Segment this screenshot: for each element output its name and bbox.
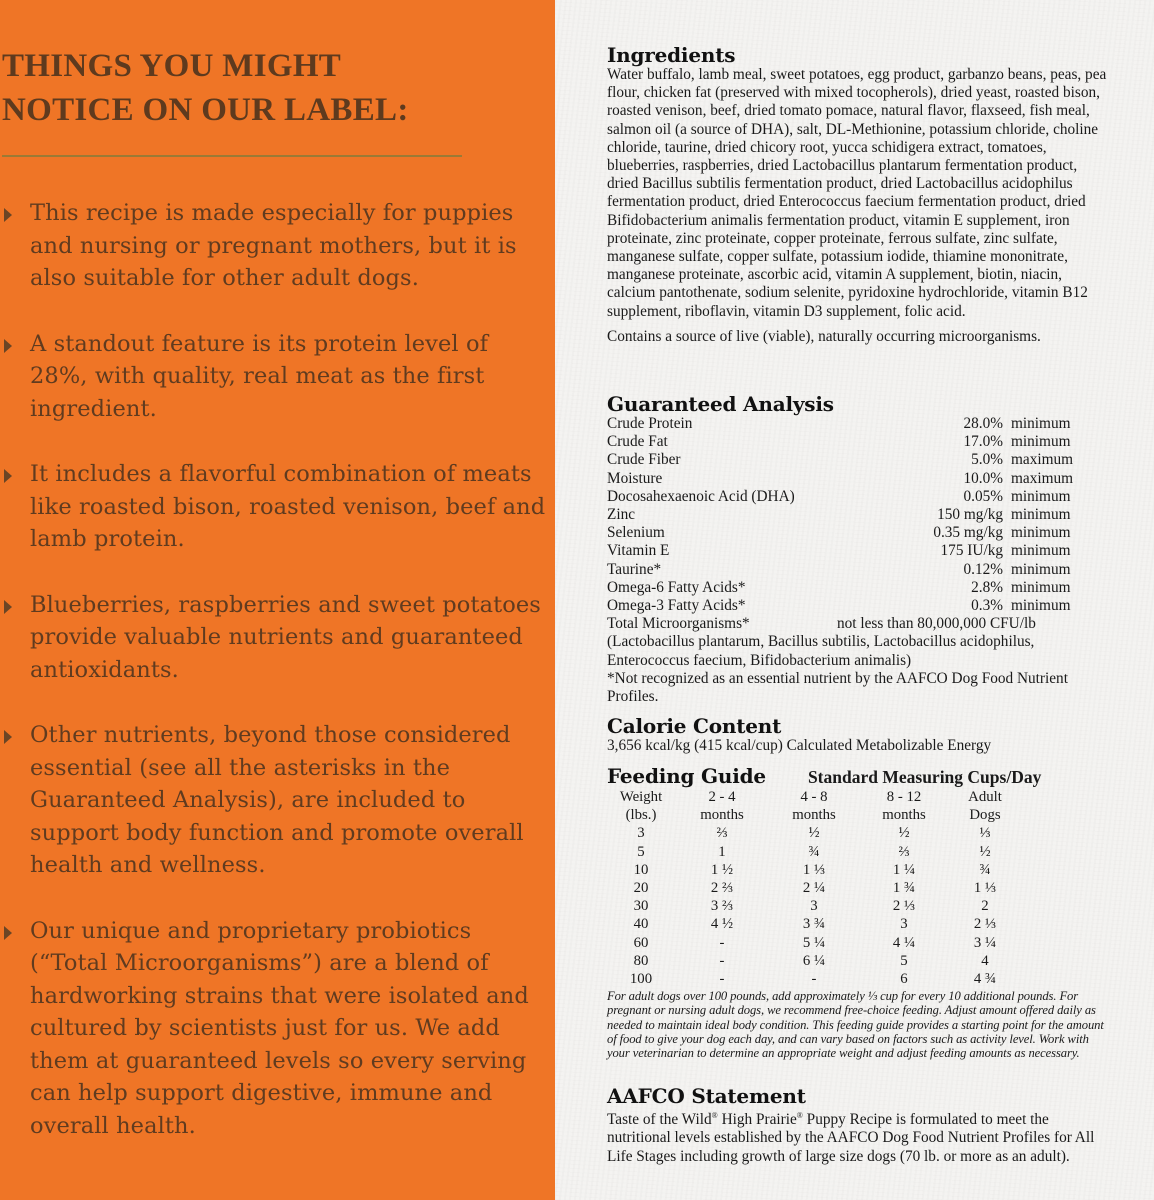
feeding-column-header: 2 - 4	[708, 789, 736, 805]
feeding-cups: 2 ⅓	[892, 898, 916, 915]
analysis-row	[607, 488, 1117, 506]
feeding-weight: 30	[633, 898, 649, 915]
feeding-column-header: (lbs.)	[625, 807, 657, 824]
feeding-row	[607, 879, 1021, 897]
feeding-cups: 4 ½	[710, 916, 734, 933]
label-highlights-panel	[0, 0, 555, 1200]
analysis-value: not less than 80,000,000 CFU/lb	[837, 615, 1036, 633]
feeding-cups: ⅓	[979, 825, 991, 842]
feeding-cups: 3 ⅔	[710, 898, 734, 915]
analysis-name: Docosahexaenoic Acid (DHA)	[607, 487, 795, 505]
analysis-value: 10.0%	[963, 469, 1003, 487]
feeding-row	[607, 934, 1021, 952]
analysis-name: Crude Fat	[607, 433, 668, 451]
feeding-cups: 6 ¼	[802, 952, 826, 969]
feeding-cups: 4 ¾	[973, 971, 997, 988]
heading-line-2: NOTICE ON OUR LABEL:	[2, 92, 409, 128]
feeding-column-header: Weight	[619, 789, 663, 805]
feeding-cups: ½	[898, 825, 910, 842]
analysis-value: 28.0%	[963, 415, 1003, 432]
feeding-cups: ¾	[979, 861, 991, 878]
analysis-qualifier: maximum	[1011, 469, 1074, 487]
ingredients-section	[607, 44, 1117, 346]
feeding-row	[607, 861, 1021, 879]
analysis-value: 0.3%	[971, 597, 1003, 615]
analysis-row-microorganisms	[607, 615, 1117, 633]
feeding-table	[607, 788, 1021, 988]
highlight-text: A standout feature is its protein level of 28%, with quality, real meat as the first ingredient.	[30, 330, 489, 422]
analysis-value: 150 mg/kg	[937, 506, 1003, 524]
aafco-statement-text: Puppy Recipe is formulated to meet the nutritional levels established by the AAFCO Dog Food Nutrient Profiles for All Life Stages including growth of large size dogs (70 lb. or more as an adult).	[607, 1111, 1095, 1165]
feeding-row	[607, 824, 1021, 842]
feeding-column-header: months	[882, 807, 926, 824]
analysis-qualifier: minimum	[1011, 506, 1071, 524]
highlight-item	[0, 328, 550, 426]
panel-heading	[2, 44, 409, 132]
feeding-cups: 2 ¼	[802, 880, 826, 897]
highlight-text: This recipe is made especially for puppies and nursing or pregnant mothers, but it is also suitable for other adult dogs.	[30, 200, 517, 291]
analysis-qualifier: minimum	[1011, 560, 1071, 578]
feeding-cups: 2	[981, 898, 989, 915]
feeding-cups: -	[719, 971, 725, 988]
feeding-column-header: Dogs	[969, 807, 1001, 824]
feeding-cups: 1 ¼	[892, 861, 916, 878]
analysis-row	[607, 451, 1117, 469]
feeding-guide-section	[607, 765, 1117, 1060]
feeding-column-header: months	[792, 807, 836, 824]
feeding-guide-header	[607, 765, 1117, 788]
feeding-cups: 2 ⅔	[710, 880, 734, 897]
feeding-cups: 4	[981, 952, 989, 969]
highlights-list	[0, 197, 550, 1175]
feeding-cups: 1 ⅓	[973, 880, 997, 897]
feeding-header-row	[607, 788, 1021, 806]
analysis-row	[607, 597, 1117, 615]
highlight-item	[0, 589, 550, 687]
feeding-cups: 1	[718, 843, 726, 860]
feeding-column-header: Adult	[968, 789, 1002, 805]
feeding-cups: 3	[900, 916, 908, 933]
feeding-cups: 5 ¼	[802, 934, 826, 951]
feeding-weight: 20	[633, 880, 649, 897]
feeding-guide-title: Feeding Guide	[607, 764, 766, 788]
feeding-header-row	[607, 806, 1021, 824]
feeding-cups: ⅔	[898, 843, 910, 860]
analysis-name: Moisture	[607, 469, 663, 487]
feeding-column-header: months	[700, 807, 744, 824]
calorie-content-section	[607, 715, 1117, 755]
feeding-weight: 5	[637, 843, 645, 860]
feeding-cups: 3 ¾	[802, 916, 826, 933]
feeding-row	[607, 915, 1021, 933]
analysis-qualifier: minimum	[1011, 597, 1071, 615]
feeding-row	[607, 897, 1021, 915]
feeding-row	[607, 970, 1021, 988]
triangle-bullet-icon	[4, 926, 12, 940]
strains-list: (Lactobacillus plantarum, Bacillus subtilis, Lactobacillus acidophilus, Enterococcus faecium, Bifidobacterium animalis)	[607, 633, 1035, 669]
analysis-qualifier: minimum	[1011, 524, 1071, 542]
feeding-cups: 5	[900, 952, 908, 969]
feeding-cups: 1 ¾	[892, 880, 916, 897]
analysis-value: 0.12%	[963, 560, 1003, 578]
feeding-row	[607, 843, 1021, 861]
analysis-qualifier: minimum	[1011, 578, 1071, 596]
analysis-name: Omega-6 Fatty Acids*	[607, 578, 746, 596]
feeding-weight: 80	[633, 952, 649, 969]
feeding-cups: 3 ¼	[973, 934, 997, 951]
highlight-item	[0, 719, 550, 882]
triangle-bullet-icon	[4, 208, 12, 222]
analysis-value: 5.0%	[971, 451, 1003, 469]
feeding-cups: -	[719, 934, 725, 951]
analysis-row	[607, 506, 1117, 524]
feeding-column-header: 8 - 12	[886, 789, 922, 805]
analysis-row	[607, 433, 1117, 451]
analysis-name: Crude Fiber	[607, 451, 681, 469]
analysis-value: 17.0%	[963, 433, 1003, 451]
highlight-text: Our unique and proprietary probiotics (“Total Microorganisms”) are a blend of hardworking strains that were isolated and cultured by scientists just for us. We add them at guaranteed levels so every serving can help support digestive, immune and overall health.	[30, 917, 529, 1139]
feeding-column-header: 4 - 8	[800, 789, 828, 805]
ingredients-title: Ingredients	[607, 43, 736, 67]
feeding-weight: 60	[633, 934, 649, 951]
heading-divider	[2, 155, 462, 157]
analysis-row	[607, 542, 1117, 560]
feeding-weight: 10	[633, 861, 649, 878]
feeding-cups: ⅔	[716, 825, 728, 842]
analysis-footnote: *Not recognized as an essential nutrient by the AAFCO Dog Food Nutrient Profiles.	[607, 669, 1068, 706]
aafco-text	[607, 1107, 1097, 1166]
analysis-qualifier: minimum	[1011, 542, 1071, 560]
analysis-row	[607, 561, 1117, 579]
analysis-qualifier: minimum	[1011, 487, 1071, 505]
analysis-name: Taurine*	[607, 560, 662, 578]
heading-line-1: THINGS YOU MIGHT	[2, 48, 342, 84]
highlight-text: Other nutrients, beyond those considered essential (see all the asterisks in the Guaranteed Analysis), are included to support body function and promote overall health and wellness.	[30, 722, 524, 878]
highlight-text: It includes a flavorful combination of meats like roasted bison, roasted venison, beef and lamb protein.	[30, 461, 546, 552]
analysis-value: 175 IU/kg	[940, 542, 1003, 560]
analysis-name: Total Microorganisms*	[607, 615, 750, 633]
feeding-cups: ½	[979, 843, 991, 860]
nutrition-label-panel	[555, 0, 1154, 1200]
microorganisms-note: Contains a source of live (viable), naturally occurring microorganisms.	[607, 327, 1041, 345]
registered-mark: ®	[796, 1111, 803, 1120]
highlight-item	[0, 197, 550, 295]
analysis-name: Omega-3 Fatty Acids*	[607, 597, 746, 615]
calorie-content-title: Calorie Content	[607, 714, 782, 738]
analysis-table	[607, 415, 1117, 615]
registered-mark: ®	[711, 1111, 718, 1120]
feeding-guide-subtitle: Standard Measuring Cups/Day	[807, 767, 1042, 787]
analysis-name: Selenium	[607, 524, 665, 542]
guaranteed-analysis-section	[607, 393, 1117, 706]
feeding-cups: -	[719, 952, 725, 969]
feeding-cups: 1 ⅓	[802, 861, 826, 878]
analysis-row	[607, 524, 1117, 542]
calorie-content-text: 3,656 kcal/kg (415 kcal/cup) Calculated Metabolizable Energy	[607, 737, 992, 754]
feeding-cups: ¾	[808, 843, 820, 860]
analysis-value: 0.05%	[963, 487, 1003, 505]
feeding-notes: For adult dogs over 100 pounds, add approximately ⅓ cup for every 10 additional pounds. For pregnant or nursing adult dogs, we recommend free-choice feeding. Adjust amount offered daily as needed to maintain ideal body condition. This feeding guide provides a starting point for the amount of food to give your dog each day, and can vary based on factors such as activity level. Work with your veterinarian to determine an appropriate weight and adjust feeding amounts as necessary.	[607, 989, 1104, 1061]
highlight-item	[0, 915, 550, 1143]
analysis-row	[607, 415, 1117, 433]
highlight-text: Blueberries, raspberries and sweet potatoes provide valuable nutrients and guaranteed antioxidants.	[30, 591, 541, 683]
analysis-name: Zinc	[607, 506, 636, 524]
feeding-weight: 3	[637, 825, 645, 842]
analysis-qualifier: minimum	[1011, 433, 1071, 451]
feeding-cups: 6	[900, 971, 908, 988]
feeding-weight: 40	[633, 916, 649, 933]
product-line: High Prairie	[717, 1111, 797, 1129]
brand-name: Taste of the Wild	[607, 1111, 712, 1129]
feeding-cups: 3	[810, 898, 818, 915]
feeding-weight: 100	[629, 971, 653, 988]
analysis-qualifier: minimum	[1011, 415, 1071, 432]
triangle-bullet-icon	[4, 600, 12, 614]
analysis-qualifier: maximum	[1011, 451, 1074, 469]
analysis-name: Vitamin E	[607, 542, 670, 560]
analysis-value: 0.35 mg/kg	[933, 524, 1003, 542]
highlight-item	[0, 458, 550, 556]
triangle-bullet-icon	[4, 469, 12, 483]
feeding-cups: 2 ⅓	[973, 916, 997, 933]
ingredients-text: Water buffalo, lamb meal, sweet potatoes, egg product, garbanzo beans, peas, pea flour, chicken fat (preserved with mixed tocopherols), dried yeast, roasted bison, roasted venison, beef, dried tomato pomace, natural flavor, flaxseed, fish meal, salmon oil (a source of DHA), salt, DL-Methionine, potassium chloride, choline chloride, taurine, dried chicory root, yucca schidigera extract, tomatoes, blueberries, raspberries, dried Lactobacillus plantarum fermentation product, dried Bacillus subtilis fermentation product, dried Lactobacillus acidophilus fermentation product, dried Enterococcus faecium fermentation product, dried Bifidobacterium animalis fermentation product, vitamin E supplement, iron proteinate, zinc proteinate, copper proteinate, ferrous sulfate, zinc sulfate, manganese sulfate, copper sulfate, potassium iodide, thiamine mononitrate, manganese proteinate, ascorbic acid, vitamin A supplement, biotin, niacin, calcium pantothenate, sodium selenite, pyridoxine hydrochloride, vitamin B12 supplement, riboflavin, vitamin D3 supplement, folic acid.	[607, 66, 1107, 320]
feeding-row	[607, 952, 1021, 970]
feeding-cups: 4 ¼	[892, 934, 916, 951]
analysis-value: 2.8%	[971, 578, 1003, 596]
feeding-cups: 1 ½	[710, 861, 734, 878]
feeding-cups: ½	[808, 825, 820, 842]
aafco-title: AAFCO Statement	[607, 1084, 806, 1108]
triangle-bullet-icon	[4, 339, 12, 353]
analysis-name: Crude Protein	[607, 415, 693, 432]
aafco-section	[607, 1085, 1117, 1166]
analysis-row	[607, 470, 1117, 488]
guaranteed-analysis-title: Guaranteed Analysis	[607, 392, 834, 416]
feeding-cups: -	[811, 971, 817, 988]
triangle-bullet-icon	[4, 730, 12, 744]
analysis-row	[607, 579, 1117, 597]
